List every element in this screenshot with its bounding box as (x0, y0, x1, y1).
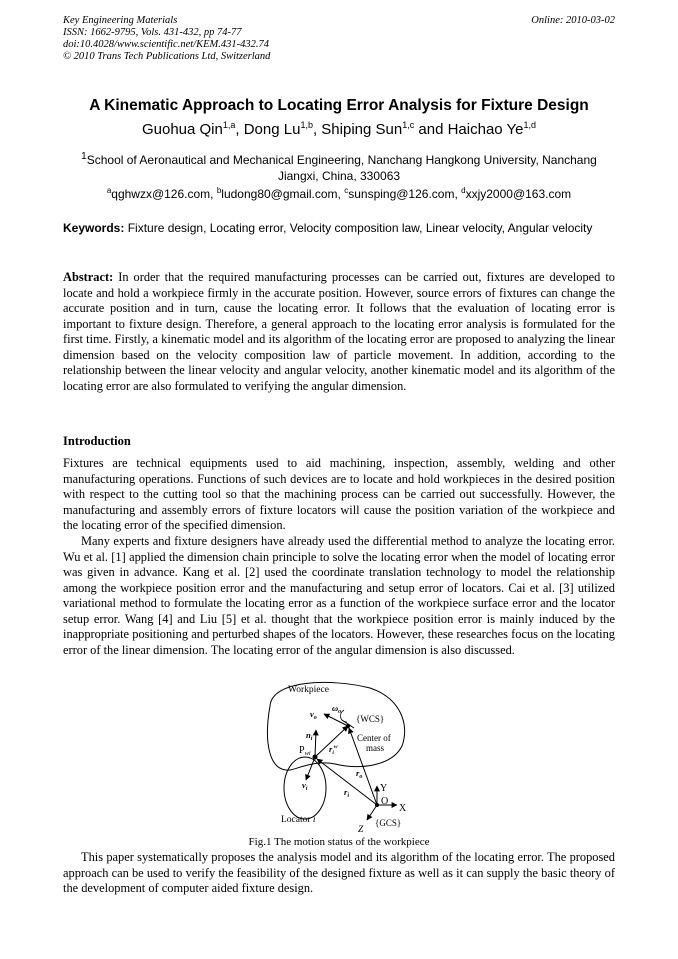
section-heading-introduction: Introduction (63, 434, 131, 448)
label-omega: $\omega_o$ (332, 703, 342, 715)
issn: ISSN: 1662-9795, Vols. 431-432, pp 74-77 (63, 27, 242, 38)
abstract-label: Abstract: (63, 270, 114, 284)
email-address[interactable]: ludong80@gmail.com (221, 187, 338, 201)
label-p: $P_{wi}$ (299, 745, 311, 757)
label-locator: Locator i (281, 815, 316, 825)
vector-vi (306, 757, 315, 780)
intro-paragraph-1: Fixtures are technical equipments used to aid machining, inspection, assembly, welding and other manufacturing operations. Functions of such devices are to locate and hold workpieces in the desired position with respect to the cutting tool so that the machining process can be carried out successfully. However, the manufacturing and assembly errors of fixture locators will cause the position variation of the workpiece and the locating error of the specified dimension. (63, 456, 615, 532)
label-ni: $n_i$ (306, 730, 313, 742)
label-z: Z (358, 825, 364, 834)
author-name: Guohua Qin (141, 121, 223, 138)
label-y: Y (380, 783, 388, 794)
contact-point (313, 755, 318, 760)
email-sup: c (344, 186, 349, 195)
email-separator: , (210, 187, 217, 201)
label-x: X (399, 803, 407, 814)
workpiece-outline (267, 682, 404, 770)
label-center-of-mass-2: mass (366, 743, 384, 753)
email-address[interactable]: xxjy2000@163.com (465, 187, 572, 201)
origin-point (375, 803, 379, 807)
author-affiliation-sup: 1,a (222, 120, 236, 130)
figure-1-diagram (255, 676, 425, 834)
intro-paragraph-2: Many experts and fixture designers have already used the differential method to analyze the locating error. Wu et al. [1] applied the dimension chain principle to solve the locating error when the model of locating error was given in advance. Kang et al. [2] used the coordinate translation technology to model the relationship among the workpiece position error and the manufacturing and setup error of locators. Cai et al. [3] utilized variational method to formulate the locating error as a function of the workpiece surface error and the locator setup error. Wang [4] and Liu [5] et al. thought that the workpiece position error is mainly induced by the inappropriate positioning and perturbed shapes of the locators. However, these researches focus on the locating error of the linear dimension. The locating error of the angular dimension is also discussed. (63, 534, 615, 657)
intro-paragraph-3: This paper systematically proposes the analysis model and its algorithm of the locating error. The proposed approach can be used to verify the feasibility of the designed fixture as well as it can supply the basic theory of the development of computer aided fixture design. (63, 850, 615, 895)
label-center-of-mass-1: Center of (357, 733, 391, 743)
abstract-text: In order that the required manufacturing processes can be carried out, fixtures are developed to locate and hold a workpiece firmly in the accurate position. However, source errors of fixtures can change the accurate position and in turn, cause the locating error. It follows that the evaluation of locating error is important to fixture design. Therefore, a general approach to the locating error analysis is formulated for the first time. Firstly, a kinematic model and its algorithm of the locating error are proposed to analyzing the linear dimension based on the velocity composition law of particle movement. In addition, according to the relationship between the linear velocity and angular velocity, another kinematic model and its algorithm of the locating error are also formulated to verifying the angular dimension. (63, 270, 615, 393)
online-date: Online: 2010-03-02 (531, 15, 615, 26)
keywords-text: Fixture design, Locating error, Velocity composition law, Linear velocity, Angular velocity (127, 221, 593, 235)
author-affiliation-sup: 1,c (402, 120, 415, 130)
author-list (40, 120, 638, 138)
author-affiliation-sup: 1,b (300, 120, 313, 130)
doi: doi:10.4028/www.scientific.net/KEM.431-432.74 (63, 39, 269, 50)
affiliation (63, 149, 615, 184)
email-sup: a (106, 186, 112, 195)
affiliation-text: School of Aeronautical and Mechanical Engineering, Nanchang Hangkong University, Nanchang Jiangxi, China, 330063 (86, 153, 597, 183)
label-wcs: {WCS} (356, 714, 385, 724)
label-gcs: {GCS} (375, 818, 402, 828)
label-workpiece: Workpiece (288, 685, 329, 695)
running-header (63, 15, 270, 63)
email-separator: , (454, 187, 462, 201)
email-address[interactable]: qghwzx@126.com (111, 187, 211, 201)
abstract (63, 270, 615, 394)
vector-vo (324, 714, 348, 726)
author-name: Dong Lu (243, 121, 301, 138)
label-ro: $r_o$ (356, 768, 363, 780)
author-name: Haichao Ye (447, 121, 524, 138)
label-r-prime: $r_i^w$ (329, 744, 338, 756)
label-ri: $r_i$ (344, 787, 349, 799)
author-affiliation-sup: 1,d (523, 120, 537, 130)
affiliation-sup: 1 (81, 151, 87, 162)
keywords-label: Keywords: (63, 221, 125, 235)
label-vo: $v_o$ (310, 709, 317, 721)
author-name: Shiping Sun (321, 121, 403, 138)
paper-title: A Kinematic Approach to Locating Error Analysis for Fixture Design (89, 97, 589, 114)
author-separator: and (414, 121, 448, 138)
vector-ni (315, 730, 316, 757)
author-separator: , (235, 121, 244, 138)
label-origin: O (381, 796, 389, 807)
figure-1-caption: Fig.1 The motion status of the workpiece (248, 836, 430, 848)
label-vi: $v_i$ (302, 780, 308, 792)
email-address[interactable]: sunsping@126.com (348, 187, 455, 201)
email-sup: b (216, 186, 222, 195)
center-of-mass-point (346, 724, 350, 728)
copyright: © 2010 Trans Tech Publications Ltd, Switzerland (63, 51, 271, 62)
author-separator: , (312, 121, 322, 138)
email-separator: , (337, 187, 345, 201)
email-list (63, 186, 615, 201)
omega-arc (340, 710, 347, 722)
journal-name: Key Engineering Materials (63, 15, 178, 26)
email-sup: d (461, 186, 466, 195)
keywords (63, 221, 615, 236)
